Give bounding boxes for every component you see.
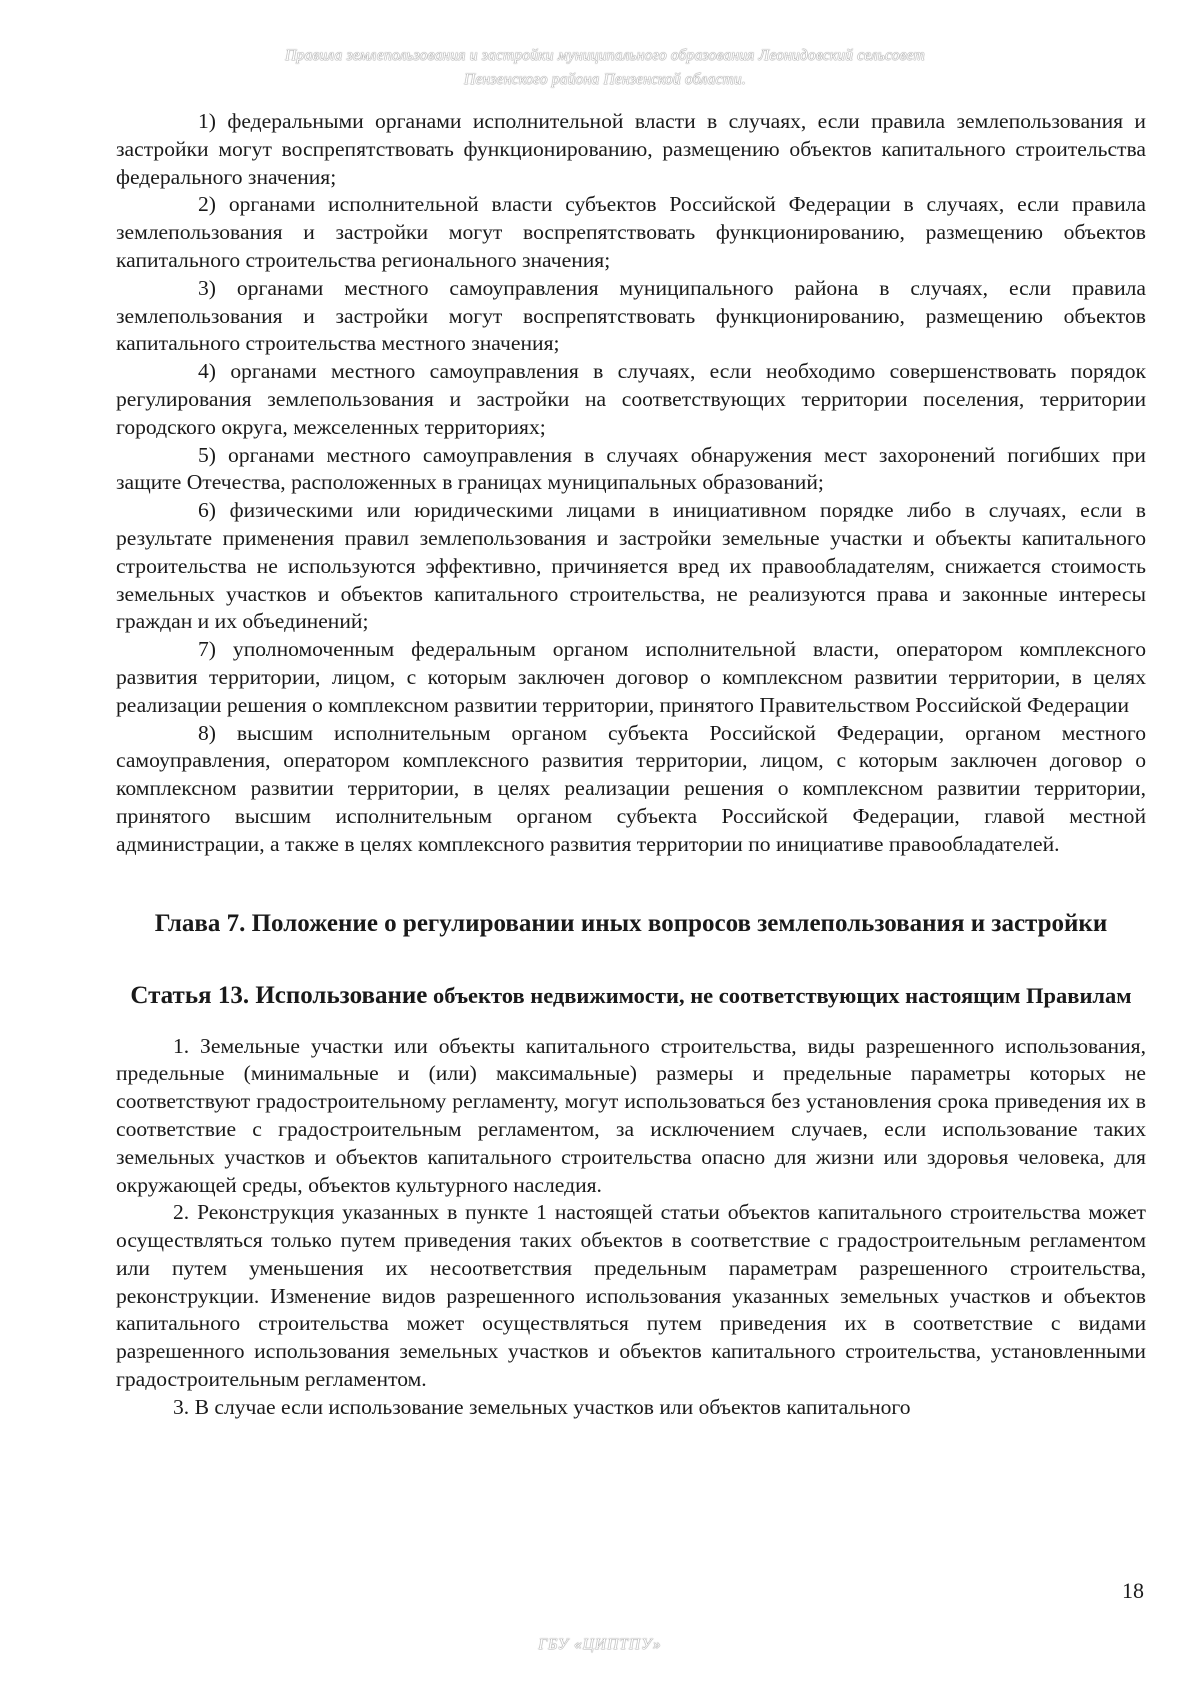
- list-item: 7) уполномоченным федеральным органом исполнительной власти, оператором комплексного развития территории, лицом, с которым заключен договор о комплексном развитии территории, в целях реализации решения о комплексном развитии территории, принятого Правительством Российской Федерации: [116, 637, 1146, 717]
- initiators-list: [116, 108, 1146, 859]
- chapter-heading: Глава 7. Положение о регулировании иных вопросов землепользования и застройки: [154, 909, 1108, 937]
- running-footer: ГБУ «ЦИПТПУ»: [538, 1636, 662, 1653]
- article-paragraph: 1. Земельные участки или объекты капитального строительства, виды разрешенного использования, предельные (минимальные и (или) максимальные) размеры и предельные параметры которых не соответствуют градостроительному регламенту, могут использоваться без установления срока приведения их в соответствие с градостроительным регламентом, за исключением случаев, если использование таких земельных участков и объектов капитального строительства опасно для жизни или здоровья человека, для окружающей среды, объектов культурного наследия.: [116, 1033, 1146, 1197]
- list-item: 2) органами исполнительной власти субъектов Российской Федерации в случаях, если правила землепользования и застройки могут воспрепятствовать функционированию, размещению объектов капитального строительства регионального значения;: [116, 192, 1146, 272]
- list-item: 3) органами местного самоуправления муниципального района в случаях, если правила землепользования и застройки могут воспрепятствовать функционированию, размещению объектов капитального строительства местного значения;: [116, 275, 1146, 356]
- header-line-1: Правила землепользования и застройки муниципального образования Леонидовский сельсовет: [285, 47, 925, 64]
- article-paragraph: 2. Реконструкция указанных в пункте 1 настоящей статьи объектов капитального строительства может осуществляться только путем приведения таких объектов в соответствие с градостроительным регламентом или путем уменьшения их несоответствия предельным параметрам разрешенного строительства, реконструкции. Изменение видов разрешенного использования указанных земельных участков и объектов капитального строительства может осуществляться путем приведения их в соответствие с видами разрешенного использования земельных участков и объектов капитального строительства, установленными градостроительным регламентом.: [116, 1200, 1146, 1392]
- list-item: 4) органами местного самоуправления в случаях, если необходимо совершенствовать порядок регулирования землепользования и застройки на соответствующих территории поселения, территории городского округа, межселенных территориях;: [116, 359, 1146, 439]
- running-header: [170, 44, 1040, 92]
- list-item: 5) органами местного самоуправления в случаях обнаружения мест захоронений погибших при защите Отечества, расположенных в границах муниципальных образований;: [116, 442, 1146, 495]
- list-item: 6) физическими или юридическими лицами в инициативном порядке либо в случаях, если в результате применения правил землепользования и застройки земельные участки и объекты капитального строительства не используются эффективно, причиняется вред их правообладателям, снижается стоимость земельных участков и объектов капитального строительства, не реализуются права и законные интересы граждан и их объединений;: [116, 498, 1146, 634]
- article-heading: [116, 981, 1146, 1011]
- article-heading-rest: объектов недвижимости, не соответствующих настоящим Правилам: [433, 982, 1132, 1008]
- article-heading-lead: Статья 13. Использование: [130, 981, 428, 1009]
- header-line-2: Пензенского района Пензенской области.: [464, 71, 746, 88]
- article-paragraph: 3. В случае если использование земельных участков или объектов капитального: [173, 1394, 911, 1419]
- article-body: [116, 1033, 1146, 1422]
- list-item: 8) высшим исполнительным органом субъекта Российской Федерации, органом местного самоуправления, оператором комплексного развития территории, лицом, с которым заключен договор о комплексном развитии территории, в целях реализации решения о комплексном развитии территории, принятого высшим исполнительным органом субъекта Российской Федерации, главой местной администрации, а также в целях комплексного развития территории по инициативе правообладателей.: [116, 720, 1146, 856]
- document-body: [116, 108, 1146, 1422]
- list-item: 1) федеральными органами исполнительной власти в случаях, если правила землепользования и застройки могут воспрепятствовать функционированию, размещению объектов капитального строительства федерального значения;: [116, 109, 1146, 189]
- page-number: 18: [1122, 1578, 1144, 1603]
